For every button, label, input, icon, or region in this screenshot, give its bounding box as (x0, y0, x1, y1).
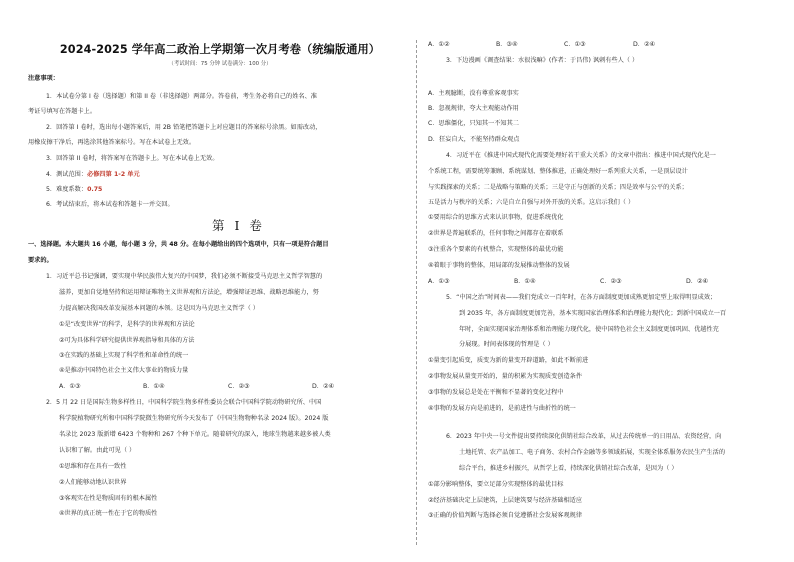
q4-option-2: ②世界是普遍联系的，任何事物之间都存在着联系 (428, 230, 564, 237)
q2-option-2: ②人们能够动地认识世界 (59, 479, 127, 486)
q5-option-3: ③事物的发展总是处在平衡和不显著的变化过程中 (428, 389, 564, 396)
note-6: 6．考试结束后，将本试卷和答题卡一并交回。 (46, 201, 174, 208)
q4-stem-line-4: 五是活力与秩序的关系；六是自立自强与对外开放的关系。这启示我们（ ） (428, 199, 635, 206)
q6-stem-line-1: 6．2023 年中央一号文件提出要持续深化供销社综合改革，从过去传统单一的日用品、农资经营，向 (446, 433, 722, 440)
q4-answer-c: C．②③ (600, 278, 622, 285)
q4-stem-line-1: 4．习近平在《推进中国式现代化需要处理好若干重大关系》的文章中指出：推进中国式现代化是一 (446, 152, 716, 159)
q1-answer-a: A．①③ (59, 383, 81, 390)
note-4 (46, 171, 140, 179)
q6-option-1: ①部分影响整体，要立足部分实现整体的最优目标 (428, 481, 564, 488)
note-2-line-1: 2．回答第 I 卷时，选出每小题答案后，用 2B 铅笔把答题卡上对应题目的答案标号涂黑。如需改动， (46, 124, 322, 131)
q5-stem-line-3: 年时，全面实现国家治理体系和治理能力现代化，使中国特色社会主义制度更加巩固、优越性充 (459, 326, 719, 333)
q5-option-2: ②事物发展从量变开始的，量的积累为实现质变创造条件 (428, 373, 583, 380)
q4-stem-line-3: 与实践探索的关系；二是战略与策略的关系；三是守正与创新的关系；四是效率与公平的关系； (428, 184, 688, 191)
q1-option-4: ④是推动中国特色社会主义伟大事业的物质力量 (59, 367, 189, 374)
section-heading-line-1: 一、选择题。本大题共 16 小题，每小题 3 分，共 48 分。在每小题给出的四个选项中，只有一项是符合题目 (28, 241, 329, 248)
q5-stem-line-2: 到 2035 年，各方面制度更加完善，基本实现国家治理体系和治理能力现代化；到新中国成立一百 (459, 310, 727, 317)
q2-stem-line-4: 认识和了解。由此可见（ ） (59, 447, 136, 454)
q1-answer-c: C．②③ (228, 383, 250, 390)
q2-answer-c: C．①③ (564, 41, 586, 48)
q5-option-4: ④事物的发展方向是前进的，是前进性与曲折性的统一 (428, 405, 576, 412)
volume-title: 第 I 卷 (212, 218, 265, 233)
note-2-line-2: 用橡皮擦干净后，再选涂其他答案标号。写在本试卷上无效。 (28, 139, 196, 146)
q2-option-4: ④世界的真正统一性在于它的物质性 (59, 510, 158, 517)
note-1-line-1: 1．本试卷分第 I 卷（选择题）和第 II 卷（非选择题）两部分。答卷前，考生务必将自己的姓名、准 (46, 93, 317, 100)
q3-stem: 3．下边漫画《调查结果：水很浅嘛》(作者：于昌伟) 讽刺有些人（ ） (446, 57, 639, 64)
note-3: 3．回答第 II 卷时，将答案写在答题卡上。写在本试卷上无效。 (46, 155, 219, 162)
q5-stem-line-1: 5．“中国之治”时间表——我们党成立一百年时，在各方面制度更加成熟更加定型上取得明显成效； (446, 294, 717, 301)
q1-stem-line-1: 1．习近平总书记强调，要实现中华民族伟大复兴的中国梦，我们必须不断接受马克思主义哲学智慧的 (46, 273, 323, 280)
q5-stem-line-4: 分展现。时间表体现的哲理是（ ） (459, 341, 554, 348)
notes-heading: 注意事项： (28, 75, 59, 82)
q6-stem-line-3: 综合平台，推进乡村振兴，从哲学上看，持续深化供销社综合改革，是因为（ ） (459, 465, 678, 472)
q6-option-3: ③正确的价值判断与选择必须自觉遵循社会发展客观规律 (428, 512, 583, 519)
exam-subtitle: （考试时间：75 分钟 试卷满分：100 分） (168, 61, 272, 67)
q1-option-1: ①是“改变世界”的科学，是科学的世界观和方法论 (59, 321, 195, 328)
q1-option-2: ②可为具体科学研究提供世界观指导和具体的方法 (59, 337, 195, 344)
section-heading-line-2: 要求的。 (28, 257, 53, 264)
q3-answer-a: A．主观臆断，没有尊重客观事实 (428, 90, 519, 97)
exam-title: 2024-2025 学年高二政治上学期第一次月考卷（统编版通用） (59, 43, 381, 56)
q6-stem-line-2: 土地托管、农产品加工、电子商务、农村合作金融等多领域拓展，实现全体系服务农民生产生活的 (459, 449, 726, 456)
q2-stem-line-2: 科学院植物研究所和中国科学院微生物研究所今天发布了《中国生物物种名录 2024 版》。2024 版 (59, 415, 329, 422)
q2-answer-a: A．①② (428, 41, 450, 48)
note-4-label: 4．测试范围： (46, 171, 88, 178)
q3-answer-c: C．思维僵化，只知其一不知其二 (428, 120, 519, 127)
q1-answer-b: B．①④ (143, 383, 165, 390)
q3-answer-d: D．狂妄自大，不能坚持群众观点 (428, 136, 520, 143)
q1-stem-line-2: 滋养，更加自觉地坚持和运用辩证唯物主义世界观和方法论，增强辩证思维、战略思维能力，努 (59, 289, 319, 296)
q2-answer-d: D．②④ (633, 41, 656, 48)
q4-answer-b: B．①④ (514, 278, 536, 285)
q4-option-1: ①要用综合的思维方式来认识事物，促进系统优化 (428, 214, 564, 221)
q1-answer-d: D．②④ (312, 383, 335, 390)
q2-option-3: ③客观实在性是物质固有的根本属性 (59, 495, 158, 502)
q1-stem-line-3: 力提高解决我国改革发展基本问题的本领。这是因为马克思主义哲学（ ） (59, 305, 259, 312)
q2-option-1: ①思维和存在具有一致性 (59, 463, 127, 470)
note-1-line-2: 考证号填写在答题卡上。 (28, 108, 97, 115)
difficulty-coefficient: 0.75 (87, 186, 103, 193)
q2-stem-line-3: 名录比 2023 版新增 6423 个物种和 267 个种下单元。随着研究的深入，地球生物越来越多被人类 (59, 431, 331, 438)
q4-answer-d: D．②④ (686, 278, 709, 285)
column-divider (416, 40, 417, 545)
q6-option-2: ②经济基础决定上层建筑，上层建筑要与经济基础相适应 (428, 497, 583, 504)
q2-answer-b: B．③④ (496, 41, 518, 48)
note-5 (46, 186, 102, 194)
q5-option-1: ①量变引起质变，质变为新的量变开辟道路，如此不断前进 (428, 357, 589, 364)
q4-stem-line-2: 个系统工程，需要统筹兼顾、系统谋划、整体推进，正确处理好一系列重大关系，一是顶层设计 (428, 168, 688, 175)
q4-option-3: ③注重各个要素的有机整合，实现整体的最优功能 (428, 246, 564, 253)
q1-option-3: ③在实践的基础上实现了科学性和革命性的统一 (59, 352, 189, 359)
note-5-label: 5．难度系数： (46, 186, 88, 193)
q2-stem-line-1: 2．5 月 22 日是国际生物多样性日，中国科学院生物多样性委员会联合中国科学院动物研究所、中国 (46, 399, 322, 406)
q3-answer-b: B．忽视规律，夸大主观能动作用 (428, 105, 519, 112)
q4-answer-a: A．①③ (428, 278, 450, 285)
test-scope: 必修四第 1-2 单元 (87, 171, 140, 178)
q4-option-4: ④着眼于事物的整体，用局部的发展推动整体的发展 (428, 262, 570, 269)
